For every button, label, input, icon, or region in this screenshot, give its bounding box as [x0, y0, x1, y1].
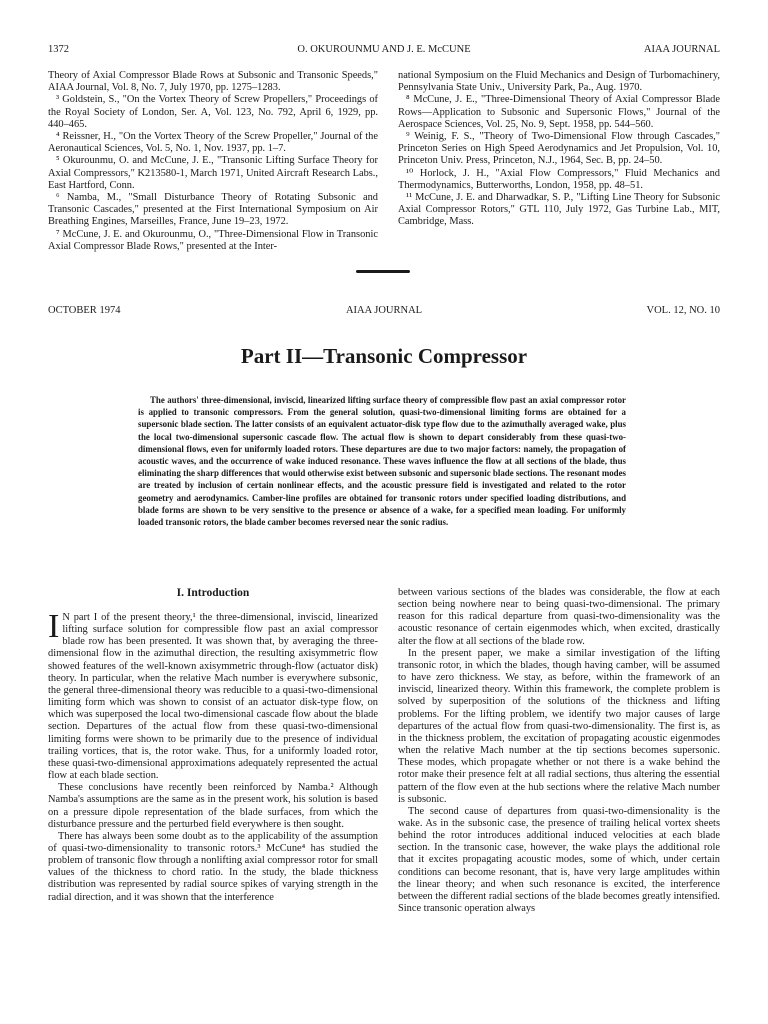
article-title: Part II—Transonic Compressor: [240, 344, 528, 368]
body-paragraph: between various sections of the blades was considerable, the flow at each section being nowhere near to being quasi-two-dimensional. The primary reason for this radical departure from quasi-two-dimensionality was the acoustic resonance of certain eigenmodes which, when excited, drastically alter the flow at all sections of the blade row.: [398, 587, 720, 647]
section-heading: I. Introduction: [176, 587, 250, 599]
body-paragraph: There has always been some doubt as to the applicability of the assumption of quasi-two-dimensionality to transonic rotors.³ McCune⁴ has studied the problem of transonic flow through a nonlifting axial compressor rotor for small values of the thickness to chord ratio. In the study, the blade thickness distribution was represented by radial source spikes of varying strength in the radial direction, and it was shown that the interference: [48, 830, 378, 903]
body-right-column: [398, 587, 720, 915]
reference-item: national Symposium on the Fluid Mechanics and Design of Turbomachinery, Pennsylvania State Univ., University Park, Pa., Aug. 1970.: [398, 70, 720, 94]
body-paragraph: The second cause of departures from quasi-two-dimensionality is the wake. As in the subsonic case, the presence of trailing helical vortex sheets behind the rotor introduces additional induced velocities at each blade section. In the transonic case, however, the wake plays the additional role that it excites propagating acoustic modes, some of which, under certain conditions can become resonant, that is, have very large amplitudes within the linear theory; and when such resonance is excited, the interference between the different radial sections of the blade becomes greatly intensified. Since transonic operation always: [398, 805, 720, 915]
article-end-rule: [356, 270, 410, 273]
reference-item: ³ Goldstein, S., "On the Vortex Theory of Screw Propellers," Proceedings of the Royal Society of London, Ser. A, Vol. 123, No. 792, April 6, 1929, pp. 440–465.: [48, 94, 378, 130]
issue-date: OCTOBER 1974: [48, 305, 121, 316]
body-paragraph-text: N part I of the present theory,¹ the three-dimensional, inviscid, linearized lifting surface solution for compressible flow past an axial compressor blade row has been presented. It was shown that, by averaging the three-dimensional flow in the azimuthal direction, the resulting axisymmetric flow showed features of the well-known axisymmetric through-flow (actuator disk) theory. In particular, when the relative Mach number is everywhere subsonic, the general three-dimensional theory was reducible to a quasi-two-dimensional limiting form which was shown to consist of an actuator disk-type flow, on which was superposed the local two-dimensional cascade flow about the blade section. Departures of the actual flow from these quasi-two-dimensional limiting forms were shown to be primarily due to the presence of individual trailing vortices, that is, the rotor wake. Thus, for a uniformly loaded rotor, these quasi-two-dimensional approximations adequately represented the actual flow at each blade section.: [48, 612, 378, 782]
drop-cap: I: [48, 608, 60, 645]
reference-item: ¹⁰ Horlock, J. H., "Axial Flow Compressors," Fluid Mechanics and Thermodynamics, Butterworths, London, 1958, pp. 48–51.: [398, 167, 720, 191]
running-header: [48, 44, 720, 58]
issue-volume: VOL. 12, NO. 10: [646, 305, 720, 316]
reference-item: Theory of Axial Compressor Blade Rows at Subsonic and Transonic Speeds," AIAA Journal, Vol. 8, No. 7, July 1970, pp. 1275–1283.: [48, 70, 378, 94]
references-left-column: [48, 70, 378, 253]
article-header-journal: AIAA JOURNAL: [345, 305, 423, 316]
references-right-column: [398, 70, 720, 229]
page-number: 1372: [48, 44, 69, 55]
body-paragraph: In the present paper, we make a similar investigation of the lifting transonic rotor, in which the blades, though having camber, will be assumed to have zero thickness. We stay, as before, within the framework of an inviscid, linearized theory. Within this framework, the complete problem is solved by superposition of the solutions of the thickness and lifting problems. For the lifting problem, we identify two major causes of large departures of the actual flow from quasi-two-dimensionality. The first is, as in the thickness problem, the excitation of propagating acoustic eigenmodes when the relative Mach number at the tip sections becomes supersonic. These modes, which propagate whether or not there is a wake behind the rotor make their presence felt at all radial sections, thus altering the essential pattern of the flow even at the hub sections where the relative Mach number is subsonic.: [398, 647, 720, 805]
reference-item: ⁶ Namba, M., "Small Disturbance Theory of Rotating Subsonic and Transonic Cascades," presented at the First International Symposium on Air Breathing Engines, Marseilles, France, June 19–23, 1972.: [48, 192, 378, 228]
body-paragraph: These conclusions have recently been reinforced by Namba.² Although Namba's assumptions are the same as in the present work, his solution is based on a pressure dipole representation of the blade surfaces, from which the disturbance pressure and the perturbed field everywhere is then sought.: [48, 782, 378, 830]
reference-item: ⁴ Reissner, H., "On the Vortex Theory of the Screw Propeller," Journal of the Aeronautical Sciences, Vol. 5, No. 1, Nov. 1937, pp. 1–7.: [48, 131, 378, 155]
reference-item: ¹¹ McCune, J. E. and Dharwadkar, S. P., "Lifting Line Theory for Subsonic Axial Compressor Rotors," GTL 110, July 1972, Gas Turbine Lab., MIT, Cambridge, Mass.: [398, 192, 720, 228]
running-header-journal: AIAA JOURNAL: [643, 44, 720, 55]
article-header: [48, 305, 720, 319]
running-header-authors: O. OKUROUNMU AND J. E. McCUNE: [297, 44, 471, 55]
reference-item: ⁸ McCune, J. E., "Three-Dimensional Theory of Axial Compressor Blade Rows—Application to Subsonic and Supersonic Flows," Journal of the Aerospace Sciences, Vol. 25, No. 9, Sept. 1958, pp. 544–560.: [398, 94, 720, 130]
body-paragraph: [48, 608, 378, 782]
reference-item: ⁹ Weinig, F. S., "Theory of Two-Dimensional Flow through Cascades," Princeton Series on High Speed Aerodynamics and Jet Propulsion, Vol. 10, Princeton Univ. Press, Princeton, N.J., 1964, Sec. B, pp. 24–50.: [398, 131, 720, 167]
abstract: The authors' three-dimensional, inviscid, linearized lifting surface theory of compressible flow past an axial compressor rotor is applied to transonic compressors. From the general solution, quasi-two-dimensional limiting forms are obtained for a supersonic blade section. The latter consists of an equivalent actuator-disk type flow due to the azimuthally averaged wake, plus the local two-dimensional supersonic cascade flow. The actual flow is shown to depart considerably from these quasi-two-dimensional flows, even for uniformly loaded rotors. These departures are due to two major factors: namely, the propagation of acoustic waves, and the occurrence of wake induced resonance. These waves influence the flow at all sections of the blade, thus eliminating the sharp differences that would otherwise exist between subsonic and supersonic blade sections. The resonant modes are treated by inclusion of certain nonlinear effects, and the acoustic pressure field is investigated and related to the rotor geometry and aerodynamics. Camber-line profiles are obtained for transonic rotors under specified loading distributions, and blade forms are shown to be very sensitive to the presence or absence of a wake, for a specified mean loading. For uniformly loaded transonic rotors, the blade camber becomes reversed near the sonic radius.: [138, 395, 626, 528]
reference-item: ⁵ Okurounmu, O. and McCune, J. E., "Transonic Lifting Surface Theory for Axial Compressors," K213580-1, March 1971, United Aircraft Research Labs., East Hartford, Conn.: [48, 155, 378, 191]
body-left-column: [48, 608, 378, 904]
reference-item: ⁷ McCune, J. E. and Okurounmu, O., "Three-Dimensional Flow in Transonic Axial Compressor Blade Rows," presented at the Inter-: [48, 228, 378, 252]
